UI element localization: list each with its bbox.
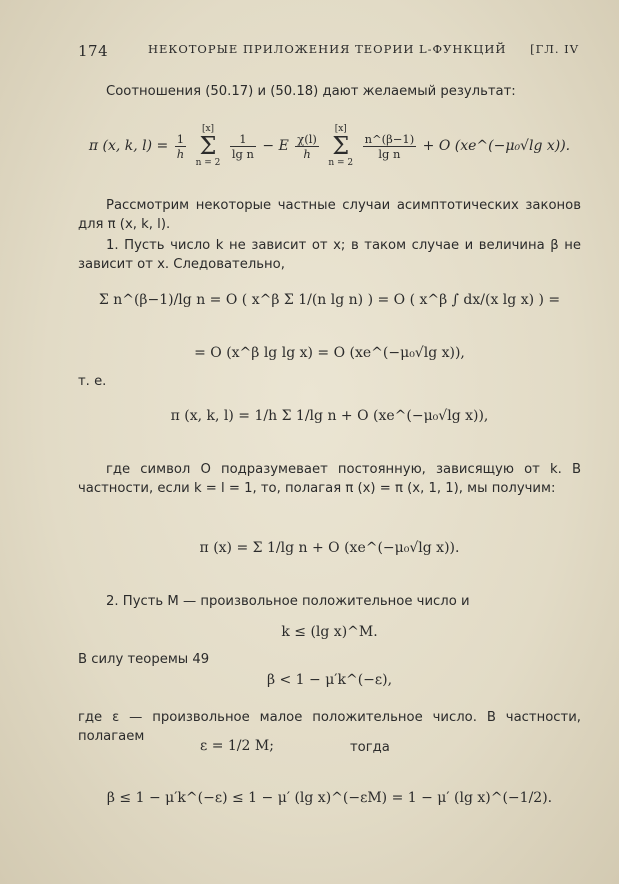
paragraph-special-cases: Рассмотрим некоторые частные случаи асимптотических законов для π (x, k, l). <box>78 198 581 232</box>
sum-upper-limit: [x] <box>334 124 347 134</box>
paragraph-case-2: 2. Пусть M — произвольное положительное число и <box>106 594 470 609</box>
frac-num: χ(l) <box>297 131 317 146</box>
paragraph-case-1: 1. Пусть число k не зависит от x; в таком случае и величина β не зависит от x. Следовательно, <box>78 238 581 272</box>
paragraph-intro: Соотношения (50.17) и (50.18) дают желаемый результат: <box>106 84 516 99</box>
sum-lower-limit: n = 2 <box>328 158 354 168</box>
frac-den: h <box>303 146 311 161</box>
page-number: 174 <box>78 42 109 60</box>
fraction-chi-over-h <box>295 132 319 161</box>
text-then: тогда <box>350 740 390 755</box>
formula-k-bound: k ≤ (lg x)^M. <box>281 624 378 640</box>
sum-lower-limit: n = 2 <box>195 158 221 168</box>
summation-2 <box>328 124 353 168</box>
sigma-symbol: Σ <box>332 132 350 160</box>
running-title: НЕКОТОРЫЕ ПРИЛОЖЕНИЯ ТЕОРИИ L-ФУНКЦИЙ <box>148 42 507 56</box>
formula-pi-x: π (x) = Σ 1/lg n + O (xe^(−μ₀√lg x)). <box>199 540 460 556</box>
summation-1 <box>196 124 221 168</box>
formula-epsilon: ε = 1/2 M; <box>200 738 274 754</box>
frac-num: 1 <box>175 132 186 147</box>
frac-den: lg n <box>378 146 401 161</box>
fraction-n-beta-over-lgn <box>363 132 417 161</box>
frac-den: lg n <box>231 146 254 161</box>
frac-num: 1 <box>230 132 256 147</box>
fraction-1-over-lgn <box>230 132 256 161</box>
paragraph-ie: т. е. <box>78 374 107 389</box>
frac-num: n^(β−1) <box>364 131 415 146</box>
paragraph-constant-O: где символ O подразумевает постоянную, зависящую от k. В частности, если k = l = 1, то, полагая π (x) = π (x, 1, 1), мы получим: <box>78 462 581 496</box>
fraction-1-over-h <box>175 132 186 161</box>
formula-beta-bound: β < 1 − μ′k^(−ε), <box>266 672 393 688</box>
formula-lhs: π (x, k, l) = <box>88 138 169 154</box>
formula-beta-final: β ≤ 1 − μ′k^(−ε) ≤ 1 − μ′ (lg x)^(−εM) = 1 − μ′ (lg x)^(−1/2). <box>106 790 553 806</box>
formula-error-term: + O (xe^(−μ₀√lg x)). <box>422 138 571 154</box>
paragraph-theorem-49: В силу теоремы 49 <box>78 652 210 667</box>
sum-upper-limit: [x] <box>201 124 215 134</box>
frac-den: h <box>176 146 185 161</box>
paragraph-epsilon: где ε — произвольное малое положительное число. В частности, полагаем <box>78 710 581 744</box>
sigma-symbol: Σ <box>199 132 217 160</box>
formula-estimate-line1: Σ n^(β−1)/lg n = O ( x^β Σ 1/(n lg n) ) = O ( x^β ∫ dx/(x lg x) ) = <box>98 292 561 308</box>
chapter-label: [ГЛ. IV <box>530 42 579 56</box>
formula-main <box>78 124 581 168</box>
formula-estimate-line2: = O (x^β lg lg x) = O (xe^(−μ₀√lg x)), <box>194 345 465 361</box>
formula-pi-xkl: π (x, k, l) = 1/h Σ 1/lg n + O (xe^(−μ₀√lg x)), <box>170 408 489 424</box>
formula-term-E: − E <box>262 138 289 154</box>
